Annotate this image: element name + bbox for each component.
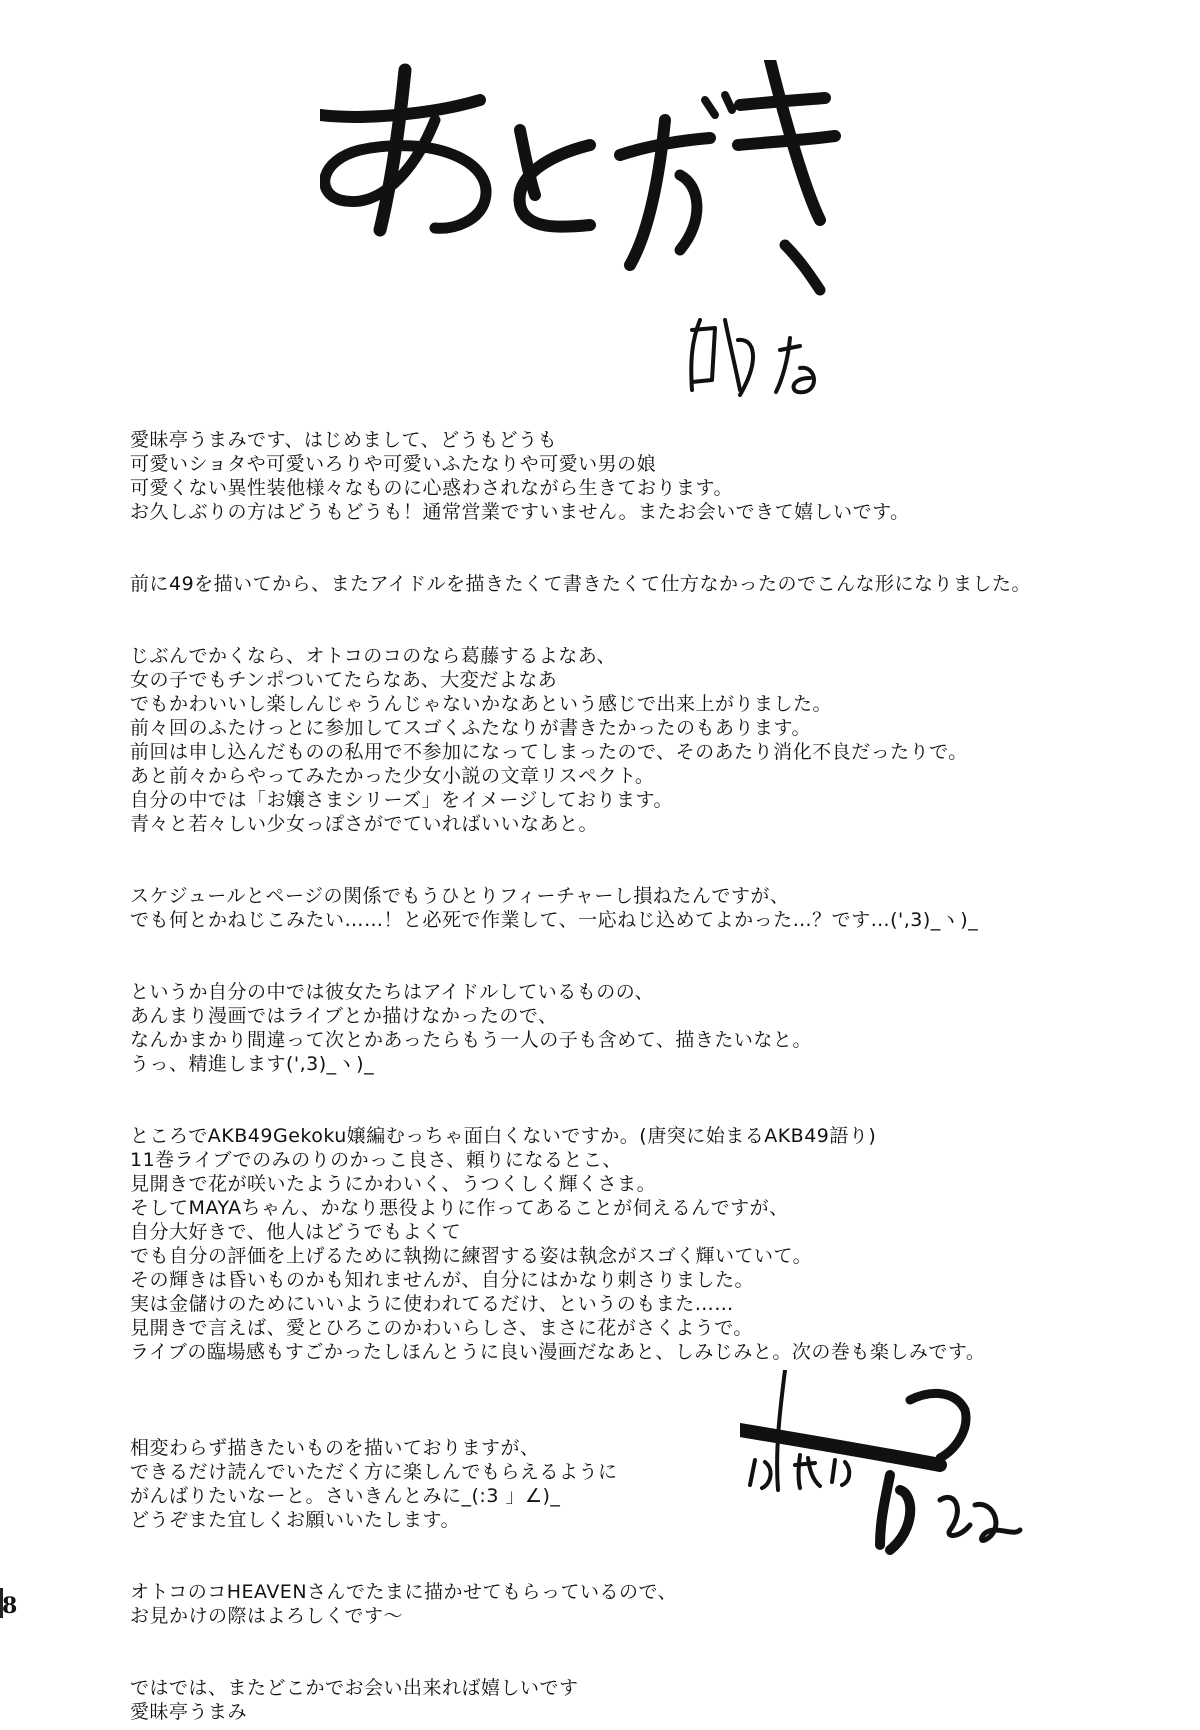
text-line: 自分大好きで、他人はどうでもよくて xyxy=(130,1221,462,1243)
paragraph-schedule xyxy=(130,884,1130,932)
text-line: 自分の中では「お嬢さまシリーズ」をイメージしております。 xyxy=(130,789,673,811)
text-line: 見開きで花が咲いたようにかわいく、うつくしく輝くさま。 xyxy=(130,1173,657,1195)
text-line: 可愛くない異性装他様々なものに心惑わされながら生きております。 xyxy=(130,477,733,499)
paragraph-signoff xyxy=(130,1676,1130,1724)
text-line: じぶんでかくなら、オトコのコのなら葛藤するよなあ、 xyxy=(130,645,616,667)
text-line: 11巻ライブでのみのりのかっこ良さ、頼りになるとこ、 xyxy=(130,1149,622,1171)
text-line: 愛昧亭うまみです、はじめまして、どうもどうも xyxy=(130,429,558,451)
text-line: 見開きで言えば、愛とひろこのかわいらしさ、まさに花がさくようで。 xyxy=(130,1317,753,1339)
text-line: 青々と若々しい少女っぽさがでていればいいなあと。 xyxy=(130,813,599,835)
page-number: 8 xyxy=(2,1593,18,1619)
text-line: ライブの臨場感もすごかったしほんとうに良い漫画だなあと、しみじみと。次の巻も楽しみです。 xyxy=(130,1341,986,1363)
paragraph-akb49 xyxy=(130,1124,1130,1364)
text-line: 前に49を描いてから、またアイドルを描きたくて書きたくて仕方なかったのでこんな形になりました。 xyxy=(130,573,1031,595)
paragraph-idols xyxy=(130,980,1130,1076)
text-line: スケジュールとページの関係でもうひとりフィーチャーし損ねたんですが、 xyxy=(130,885,790,907)
text-line: 前回は申し込んだものの私用で不参加になってしまったので、そのあたり消化不良だったりで。 xyxy=(130,741,968,763)
text-line: お見かけの際はよろしくです～ xyxy=(130,1605,404,1627)
text-line: 可愛いショタや可愛いろりや可愛いふたなりや可愛い男の娘 xyxy=(130,453,657,475)
text-line: 実は金儲けのためにいいように使われてるだけ、というのもまた…… xyxy=(130,1293,734,1315)
text-line: そしてMAYAちゃん、かなり悪役よりに作ってあることが伺えるんですが、 xyxy=(130,1197,789,1219)
text-line: あと前々からやってみたかった少女小説の文章リスペクト。 xyxy=(130,765,655,787)
text-line: というか自分の中では彼女たちはアイドルしているものの、 xyxy=(130,981,655,1003)
text-line: その輝きは昏いものかも知れませんが、自分にはかなり刺さりました。 xyxy=(130,1269,755,1291)
paragraph-heaven xyxy=(130,1580,1130,1628)
text-line: どうぞまた宜しくお願いいたします。 xyxy=(130,1509,460,1531)
text-line: でも自分の評価を上げるために執拗に練習する姿は執念がスゴく輝いていて。 xyxy=(130,1245,813,1267)
text-line: あんまり漫画ではライブとか描けなかったので、 xyxy=(130,1005,558,1027)
author-signature xyxy=(740,1370,1030,1580)
text-line: なんかまかり間違って次とかあったらもう一人の子も含めて、描きたいなと。 xyxy=(130,1029,812,1051)
text-line: がんばりたいなーと。さいきんとみに_(:3 」∠)_ xyxy=(130,1485,561,1507)
text-line: でも何とかねじこみたい……！と必死で作業して、一応ねじ込めてよかった…？です…(',3)_ヽ)_ xyxy=(130,909,979,931)
paragraph-concept xyxy=(130,644,1130,836)
text-line: できるだけ読んでいただく方に楽しんでもらえるように xyxy=(130,1461,618,1483)
text-line: 女の子でもチンポついてたらなあ、大変だよなあ xyxy=(130,669,558,691)
afterword-title-lettering xyxy=(320,60,920,440)
text-line: うっ、精進します(',3)_ヽ)_ xyxy=(130,1053,375,1075)
paragraph-motivation xyxy=(130,572,1130,596)
text-line: でもかわいいし楽しんじゃうんじゃないかなあという感じで出来上がりました。 xyxy=(130,693,833,715)
paragraph-greeting xyxy=(130,428,1130,524)
text-line: オトコのコHEAVENさんでたまに描かせてもらっているので、 xyxy=(130,1581,678,1603)
text-line: 前々回のふたけっとに参加してスゴくふたなりが書きたかったのもあります。 xyxy=(130,717,811,739)
author-name: 愛昧亭うまみ xyxy=(130,1701,248,1723)
text-line: ところでAKB49Gekoku嬢編むっちゃ面白くないですか。(唐突に始まるAKB49語り) xyxy=(130,1125,877,1147)
text-line: お久しぶりの方はどうもどうも！通常営業ですいません。またお会いできて嬉しいです。 xyxy=(130,501,910,523)
text-line: ではでは、またどこかでお会い出来れば嬉しいです xyxy=(130,1677,579,1699)
text-line: 相変わらず描きたいものを描いておりますが、 xyxy=(130,1437,540,1459)
